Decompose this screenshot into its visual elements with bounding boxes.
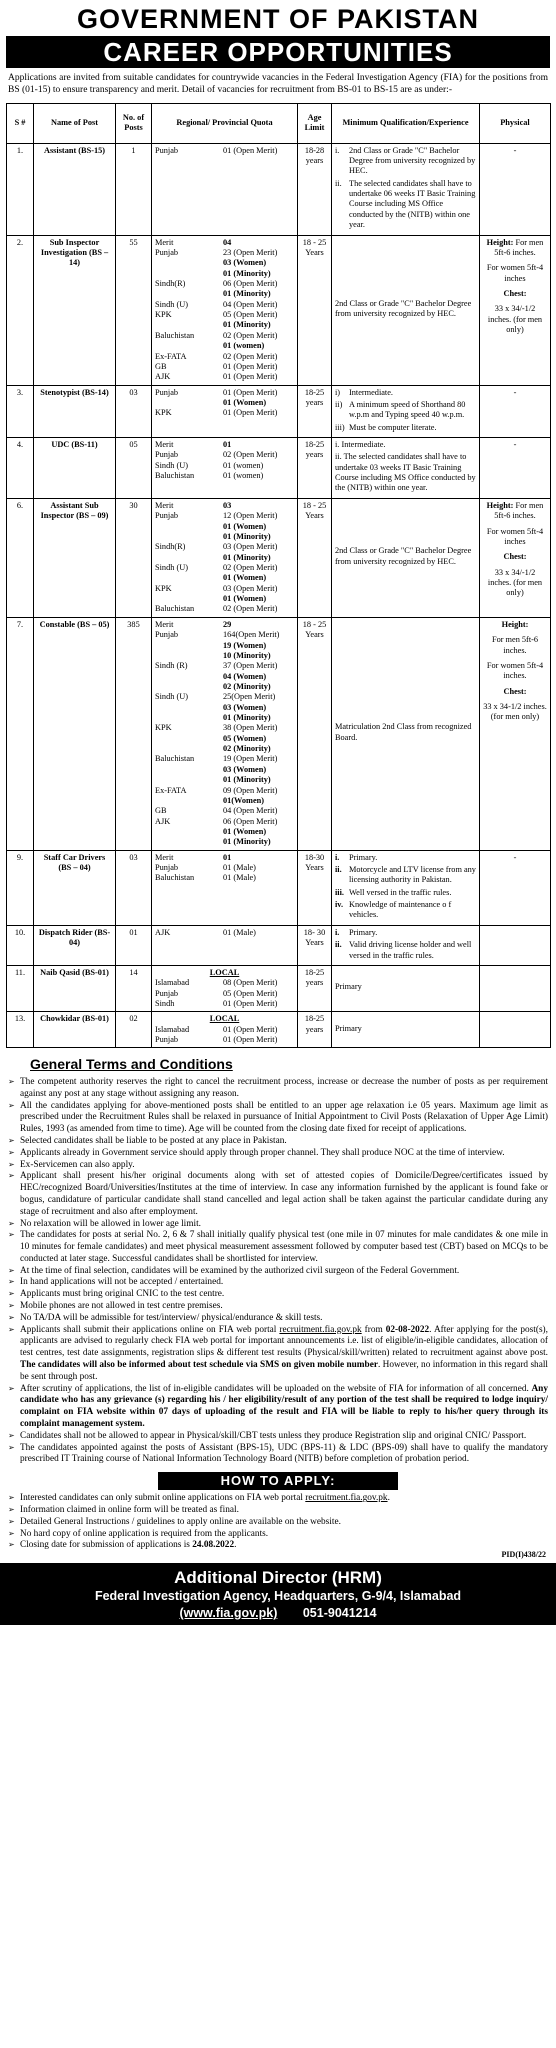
- table-row: [7, 965, 551, 1011]
- quota-allocation: 01 (Minority): [223, 268, 271, 278]
- quota-region: Islamabad: [155, 978, 190, 988]
- quota-cell: [152, 617, 298, 850]
- physical-requirement: For men 5ft-6 inches.: [491, 635, 539, 655]
- quota-allocation: 03 (Women): [223, 764, 267, 774]
- qualification-item: Primary: [335, 1023, 362, 1033]
- quota-allocation: 02 (Open Merit): [223, 330, 278, 340]
- quota-allocation: 05 (Open Merit): [223, 310, 278, 320]
- quota-region: Sindh (U): [155, 692, 188, 702]
- physical-cell: [480, 385, 551, 437]
- qualification-item: 2nd Class or Grade "C" Bachelor Degree from university recognized by HEC.: [335, 298, 472, 319]
- qualification-item: ii. Motorcycle and LTV license from any licensing authority in Pakistan.: [335, 865, 476, 885]
- quota-allocation: 05 (Open Merit): [223, 988, 278, 998]
- closing-date: 24.08.2022: [192, 1540, 235, 1551]
- table-row: [7, 925, 551, 965]
- column-header: Minimum Qualification/Experience: [332, 103, 480, 143]
- quota-allocation: 01 (Minority): [223, 320, 271, 330]
- physical-cell: [480, 498, 551, 617]
- quota-region: GB: [155, 361, 167, 371]
- quota-region: [155, 573, 221, 583]
- quota-allocation: 01 (Open Merit): [223, 408, 278, 418]
- quota-region: Punjab: [155, 630, 179, 640]
- advertisement-page: [0, 2, 556, 2048]
- intro-paragraph: Applications are invited from suitable candidates for countrywide vacancies in the Federal Investigation Agency (FIA) for the positions from BS (01-15) to ensure transparency and merit. Detail of vacancies for recruitment from BS-01 to BS-15 are as under:-: [8, 73, 548, 96]
- post-name: Sub Inspector Investigation (BS – 14): [34, 235, 116, 385]
- quota-allocation: 03 (Women): [223, 702, 267, 712]
- quota-cell: [152, 498, 298, 617]
- apply-portal-link[interactable]: recruitment.fia.gov.pk: [305, 1493, 388, 1504]
- vacancy-table: [6, 103, 551, 1049]
- quota-region: [155, 341, 221, 351]
- quota-region: Merit: [155, 500, 174, 510]
- list-item: ➢ All the candidates applying for above-mentioned posts shall be entitled to an upper age relaxation i.e 05 years. Maximum age limit as prescribed under the Recruitment Rules shall be relaxed in pursuance of Initial Appointment to Civil Posts (Relaxation of Upper Age Limit) Rules, 1993 (as amended from time to time). Age will be counted from the closing date fixed for receipt of applications.: [8, 1101, 548, 1136]
- quota-allocation: 01 (Male): [223, 863, 256, 873]
- age-limit: 18-30 Years: [298, 850, 332, 925]
- list-item: ➢ After scrutiny of applications, the list of in-eligible candidates will be uploaded on the website of FIA for information of all concerned. Any candidate who has any grievance (s) regarding his / her eligibility/result of any portion of the test shall be required to lodge inquiry/ complaint on FIA website within 07 days of uploading of the result and FIA will be liable to reply to his/her query through its complaint management system.: [8, 1384, 548, 1431]
- quota-cell: [152, 438, 298, 499]
- how-to-apply-title: HOW TO APPLY:: [158, 1472, 398, 1490]
- quota-allocation: 01: [223, 440, 232, 450]
- post-count: 30: [116, 498, 152, 617]
- age-limit: 18- 30 Years: [298, 925, 332, 965]
- age-limit: 18 - 25 Years: [298, 235, 332, 385]
- quota-region: Punjab: [155, 863, 179, 873]
- quota-allocation: 01 (Open Merit): [223, 999, 278, 1008]
- physical-requirement: For women 5ft-4 inches.: [486, 660, 544, 681]
- post-name: Constable (BS – 05): [34, 617, 116, 850]
- list-item: ➢ The competent authority reserves the right to cancel the recruitment process, increase or decrease the number of posts as per requirement against any post at any stage without assigning any reason.: [8, 1077, 548, 1101]
- quota-region: Punjab: [155, 450, 179, 460]
- quota-allocation: 02 (Open Merit): [223, 351, 278, 361]
- quota-region: Punjab: [155, 145, 179, 155]
- quota-region: Punjab: [155, 1035, 179, 1045]
- quota-allocation: 19 (Women): [223, 640, 267, 650]
- quota-region: Baluchistan: [155, 754, 195, 764]
- website-link[interactable]: (www.fia.gov.pk): [179, 1606, 278, 1621]
- quota-region: Baluchistan: [155, 604, 195, 614]
- quota-region: [155, 744, 221, 754]
- list-item: ➢ Candidates shall not be allowed to appear in Physical/skill/CBT tests unless they produce Registration slip and original CNIC/ Passport.: [8, 1431, 548, 1443]
- serial-number: 10.: [7, 925, 34, 965]
- quota-region: AJK: [155, 927, 171, 937]
- quota-allocation: 03 (Open Merit): [223, 542, 278, 552]
- quota-allocation: 04 (Open Merit): [223, 299, 278, 309]
- physical-cell: [480, 1012, 551, 1048]
- quota-region: Merit: [155, 237, 174, 247]
- list-item: ➢ The candidates for posts at serial No. 2, 6 & 7 shall initially qualify physical test (one mile in 07 minutes for male candidates & one mile in 10 minutes for female candidates) and meet physical measurement assessment followed by computer based test (CBT) based on MCQs to be conducted at later stage. Successful candidates shall be shortlisted for interview.: [8, 1230, 548, 1265]
- physical-requirement: 33 x 34-1/2 inches. (for men only): [483, 701, 547, 722]
- physical-requirement: -: [513, 440, 517, 450]
- list-item: ➢ Mobile phones are not allowed in test centre premises.: [8, 1301, 548, 1313]
- quota-region: Merit: [155, 440, 174, 450]
- post-count: 55: [116, 235, 152, 385]
- physical-requirement: Chest:: [503, 686, 527, 696]
- post-count: 02: [116, 1012, 152, 1048]
- list-item: ➢ In hand applications will not be accepted / entertained.: [8, 1277, 548, 1289]
- column-header: Regional/ Provincial Quota: [152, 103, 298, 143]
- post-name: Staff Car Drivers (BS – 04): [34, 850, 116, 925]
- post-name: Naib Qasid (BS-01): [34, 965, 116, 1011]
- quota-region: KPK: [155, 408, 172, 418]
- list-item: ➢ No relaxation will be allowed in lower age limit.: [8, 1219, 548, 1231]
- physical-requirement: -: [513, 852, 517, 862]
- column-header: Name of Post: [34, 103, 116, 143]
- quota-region: Punjab: [155, 247, 179, 257]
- physical-requirement: -: [513, 387, 517, 397]
- quota-region: [155, 827, 221, 837]
- qualification-item: ii. Valid driving license holder and well versed in the traffic rules.: [335, 940, 472, 960]
- quota-cell: [152, 1012, 298, 1048]
- quota-region: Merit: [155, 619, 174, 629]
- post-count: 14: [116, 965, 152, 1011]
- physical-requirement: 33 x 34/-1/2 inches. (for men only): [487, 567, 543, 598]
- table-row: [7, 143, 551, 235]
- quota-allocation: 03: [223, 500, 232, 510]
- quota-allocation: 23 (Open Merit): [223, 247, 278, 257]
- serial-number: 4.: [7, 438, 34, 499]
- serial-number: 13.: [7, 1012, 34, 1048]
- age-limit: 18-28 years: [298, 143, 332, 235]
- quota-region: Punjab: [155, 511, 179, 521]
- post-count: 05: [116, 438, 152, 499]
- serial-number: 11.: [7, 965, 34, 1011]
- quota-allocation: 29: [223, 619, 232, 629]
- physical-requirement: Chest:: [503, 289, 527, 298]
- physical-cell: [480, 143, 551, 235]
- quota-region: [155, 522, 221, 532]
- quota-allocation: 25(Open Merit): [223, 692, 276, 702]
- table-body: [7, 143, 551, 1048]
- quota-allocation: 01 (Open Merit): [223, 387, 278, 397]
- post-name: Dispatch Rider (BS-04): [34, 925, 116, 965]
- qualification-item: Primary: [335, 982, 362, 992]
- quota-region: [155, 672, 221, 682]
- quota-region: Punjab: [155, 387, 179, 397]
- quota-region: Ex-FATA: [155, 351, 187, 361]
- post-count: 1: [116, 143, 152, 235]
- qualification-cell: [332, 235, 480, 385]
- qualification-cell: [332, 850, 480, 925]
- age-limit: 18-25 years: [298, 965, 332, 1011]
- column-header: Age Limit: [298, 103, 332, 143]
- column-header: No. of Posts: [116, 103, 152, 143]
- quota-region: Sindh: [155, 999, 175, 1008]
- quota-allocation: 01(Women): [223, 795, 265, 805]
- quota-allocation: 02 (Minority): [223, 681, 271, 691]
- quota-region: Sindh (U): [155, 460, 188, 470]
- quota-allocation: 01 (Male): [223, 873, 256, 883]
- quota-region: Sindh(R): [155, 279, 186, 288]
- page-title: GOVERNMENT OF PAKISTAN: [76, 4, 479, 34]
- table-row: [7, 1012, 551, 1048]
- physical-requirement: -: [513, 145, 517, 155]
- quota-region: AJK: [155, 816, 171, 826]
- quota-region: Sindh (R): [155, 661, 188, 671]
- quota-allocation: 01: [223, 852, 232, 862]
- list-item: ➢ Information claimed in online form will be treated as final.: [8, 1505, 548, 1517]
- quota-allocation: 01 (Open Merit): [223, 361, 278, 371]
- qualification-item: iv. Knowledge of maintenance o f vehicles.: [335, 900, 452, 920]
- quota-allocation: 06 (Open Merit): [223, 279, 278, 288]
- column-header: S #: [7, 103, 34, 143]
- qualification-cell: [332, 143, 480, 235]
- quota-allocation: 01 (Minority): [223, 289, 271, 299]
- quota-cell: [152, 143, 298, 235]
- quota-allocation: 01 (Minority): [223, 837, 271, 847]
- quota-allocation: 04 (Women): [223, 671, 267, 681]
- list-item: ➢ Interested candidates can only submit online applications on FIA web portal recruitment.fia.gov.pk.: [8, 1493, 548, 1505]
- table-row: [7, 617, 551, 850]
- phone-number: 051-9041214: [302, 1606, 377, 1621]
- physical-cell: [480, 235, 551, 385]
- quota-allocation: 12 (Open Merit): [223, 511, 278, 521]
- table-row: [7, 498, 551, 617]
- serial-number: 2.: [7, 235, 34, 385]
- quota-region: Merit: [155, 852, 174, 862]
- quota-region: [155, 796, 221, 806]
- quota-region: [155, 734, 221, 744]
- qualification-cell: [332, 498, 480, 617]
- quota-region: [155, 765, 221, 775]
- quota-region: KPK: [155, 583, 172, 593]
- qualification-item: i. Primary.: [335, 852, 378, 862]
- qualification-item: iii) Must be computer literate.: [335, 422, 437, 432]
- list-item: ➢ At the time of final selection, candidates will be examined by the authorized civil surgeon of the Federal Government.: [8, 1266, 548, 1278]
- quota-region: [155, 269, 221, 279]
- quota-region: [155, 651, 221, 661]
- qualification-item: i. 2nd Class or Grade "C" Bachelor Degree from university recognized by HEC.: [335, 145, 476, 176]
- quota-region: Sindh (U): [155, 299, 188, 309]
- quota-allocation: 02 (Open Merit): [223, 604, 278, 614]
- quota-allocation: 05 (Women): [223, 733, 267, 743]
- quota-allocation: 02 (Open Merit): [223, 562, 278, 572]
- quota-cell: [152, 385, 298, 437]
- qualification-item: Matriculation 2nd Class from recognized Board.: [335, 722, 472, 742]
- quota-allocation: 01 (women): [223, 460, 264, 470]
- serial-number: 1.: [7, 143, 34, 235]
- list-item: ➢ The candidates appointed against the posts of Assistant (BPS-15), UDC (BPS-11) & LDC (BPS-09) shall have to qualify the mandatory prescribed IT Training course of National Information Technology Board (NITB) before completion of probation period.: [8, 1443, 548, 1467]
- physical-requirement: For women 5ft-4 inches: [486, 263, 544, 283]
- table-row: [7, 850, 551, 925]
- physical-cell: [480, 438, 551, 499]
- quota-region: Baluchistan: [155, 330, 195, 340]
- quota-region: [155, 320, 221, 330]
- quota-allocation: 01 (Open Merit): [223, 1035, 278, 1045]
- quota-allocation: 06 (Open Merit): [223, 816, 278, 826]
- quota-region: KPK: [155, 310, 172, 320]
- age-limit: 18-25 years: [298, 1012, 332, 1048]
- footer-banner: [0, 1563, 556, 1625]
- age-limit: 18-25 years: [298, 438, 332, 499]
- quota-heading: LOCAL: [209, 1014, 240, 1024]
- how-to-apply-list: [8, 1493, 548, 1552]
- quota-region: [155, 398, 221, 408]
- list-item: ➢ Selected candidates shall be liable to be posted at any place in Pakistan.: [8, 1136, 548, 1148]
- quota-region: [155, 258, 221, 268]
- terms-title: General Terms and Conditions: [30, 1056, 233, 1073]
- physical-cell: [480, 617, 551, 850]
- table-header-row: [7, 103, 551, 143]
- post-count: 03: [116, 850, 152, 925]
- post-name: Stenotypist (BS-14): [34, 385, 116, 437]
- quota-allocation: 01 (Open Merit): [223, 1024, 278, 1034]
- post-count: 01: [116, 925, 152, 965]
- quota-allocation: 01 (Minority): [223, 713, 271, 723]
- quota-allocation: 19 (Open Merit): [223, 754, 278, 764]
- physical-requirement: For women 5ft-4 inches: [486, 526, 544, 546]
- list-item: ➢ No TA/DA will be admissible for test/interview/ physical/endurance & skill tests.: [8, 1313, 548, 1325]
- physical-cell: [480, 925, 551, 965]
- qualification-item: ii) A minimum speed of Shorthand 80 w.p.m and Typing speed 40 w.p.m.: [335, 399, 466, 420]
- qualification-cell: [332, 438, 480, 499]
- column-header: Physical: [480, 103, 551, 143]
- quota-allocation: 01 (women): [223, 471, 264, 481]
- quota-region: GB: [155, 806, 167, 816]
- quota-allocation: 01 (Male): [223, 927, 256, 937]
- quota-allocation: 01 (women): [223, 341, 265, 351]
- page-subtitle: CAREER OPPORTUNITIES: [6, 36, 550, 68]
- quota-allocation: 01 (Open Merit): [223, 372, 278, 382]
- post-count: 03: [116, 385, 152, 437]
- qualification-cell: [332, 965, 480, 1011]
- quota-allocation: 01 (Women): [223, 594, 267, 604]
- quota-allocation: 01 (Women): [223, 521, 267, 531]
- qualification-item: ii. The selected candidates shall have to undertake 06 weeks IT Basic Training Course including MS Office conducted by the (NITB) within one year.: [335, 178, 476, 230]
- portal-link[interactable]: recruitment.fia.gov.pk: [279, 1324, 362, 1335]
- quota-allocation: 09 (Open Merit): [223, 785, 278, 795]
- quota-region: [155, 289, 221, 299]
- serial-number: 6.: [7, 498, 34, 617]
- list-item: ➢ Ex-Servicemen can also apply.: [8, 1160, 548, 1172]
- quota-allocation: 01 (Minority): [223, 775, 271, 785]
- quota-allocation: 01 (Women): [223, 826, 267, 836]
- post-name: Assistant (BS-15): [34, 143, 116, 235]
- qualification-item: 2nd Class or Grade "C" Bachelor Degree from university recognized by HEC.: [335, 546, 472, 566]
- table-row: [7, 438, 551, 499]
- quota-allocation: 08 (Open Merit): [223, 978, 278, 988]
- quota-region: Islamabad: [155, 1024, 190, 1034]
- quota-region: [155, 837, 221, 847]
- quota-cell: [152, 235, 298, 385]
- post-name: Chowkidar (BS-01): [34, 1012, 116, 1048]
- quota-region: Sindh(R): [155, 542, 186, 552]
- quota-region: [155, 553, 221, 563]
- footer-address: Federal Investigation Agency, Headquarters, G-9/4, Islamabad: [94, 1589, 462, 1604]
- quota-region: [155, 641, 221, 651]
- quota-allocation: 01 (Women): [223, 397, 267, 407]
- list-item: ➢ Detailed General Instructions / guidelines to apply online are available on the website.: [8, 1517, 548, 1529]
- quota-allocation: 02 (Minority): [223, 744, 271, 754]
- qualification-item: i) Intermediate.: [335, 387, 393, 397]
- serial-number: 7.: [7, 617, 34, 850]
- quota-region: Baluchistan: [155, 873, 195, 883]
- quota-region: [155, 682, 221, 692]
- table-row: [7, 235, 551, 385]
- list-item: ➢ Applicants already in Government service should apply through proper channel. They shall produce NOC at the time of interview.: [8, 1148, 548, 1160]
- physical-requirement: Chest:: [503, 552, 527, 562]
- quota-allocation: 37 (Open Merit): [223, 661, 278, 671]
- quota-allocation: 02 (Open Merit): [223, 450, 278, 460]
- age-limit: 18-25 years: [298, 385, 332, 437]
- quota-cell: [152, 925, 298, 965]
- quota-region: [155, 594, 221, 604]
- list-item: ➢ Applicant shall present his/her original documents along with set of attested copies of Domicile/Degree/certificates issued by HEC/recognized Board/Universities/Institutes at the time of interview. In case any information furnished by the applicant is found fake or bogus, candidature of particular candidate shall stand cancelled and legal action shall be taken against the particular candidate during any stage of recruitment and also after employment.: [8, 1171, 548, 1218]
- pid-number: PID(I)438/22: [501, 1550, 546, 1560]
- post-name: UDC (BS-11): [34, 438, 116, 499]
- post-name: Assistant Sub Inspector (BS – 09): [34, 498, 116, 617]
- quota-region: [155, 532, 221, 542]
- quota-allocation: 01 (Open Merit): [223, 145, 278, 155]
- qualification-cell: [332, 1012, 480, 1048]
- list-item: ➢ Closing date for submission of applications is 24.08.2022.: [8, 1540, 548, 1552]
- quota-heading: LOCAL: [209, 967, 240, 977]
- terms-list: [8, 1077, 548, 1466]
- list-item: ➢ Applicants must bring original CNIC to the test centre.: [8, 1289, 548, 1301]
- list-item: ➢ Applicants shall submit their applications online on FIA web portal recruitment.fia.gov.pk from 02-08-2022. After applying for the post(s), applicants are advised to regularly check FIA web portal for important announcements i.e. list of eligible/in-eligible candidates, allocation of test centres, test date assignments, registration slips & different test results (Physical/skill/written) related to recruitment against above post. The candidates will also be informed about test schedule via SMS on given mobile number. However, no information in this regard shall be sent through post.: [8, 1325, 548, 1384]
- quota-region: [155, 713, 221, 723]
- qualification-item: iii. Well versed in the traffic rules.: [335, 887, 452, 897]
- quota-allocation: 01 (Women): [223, 573, 267, 583]
- quota-allocation: 04: [223, 237, 232, 247]
- quota-region: Baluchistan: [155, 471, 195, 481]
- physical-requirement: Height:: [501, 619, 529, 629]
- quota-region: [155, 775, 221, 785]
- quota-allocation: 03 (Open Merit): [223, 583, 278, 593]
- qualification-cell: [332, 617, 480, 850]
- quota-cell: [152, 965, 298, 1011]
- physical-cell: [480, 965, 551, 1011]
- qualification-item: i. Intermediate.: [335, 440, 386, 450]
- physical-requirement: 33 x 34/-1/2 inches. (for men only): [487, 304, 543, 335]
- post-count: 385: [116, 617, 152, 850]
- footer-title: Additional Director (HRM): [174, 1568, 382, 1588]
- quota-region: Punjab: [155, 988, 179, 998]
- quota-allocation: 01 (Minority): [223, 552, 271, 562]
- serial-number: 9.: [7, 850, 34, 925]
- footer-contact: [0, 1605, 556, 1622]
- physical-requirement: Height: For men 5ft-6 inches.: [486, 500, 544, 521]
- age-limit: 18 - 25 Years: [298, 498, 332, 617]
- quota-allocation: 04 (Open Merit): [223, 806, 278, 816]
- age-limit: 18 - 25 Years: [298, 617, 332, 850]
- quota-region: Ex-FATA: [155, 785, 187, 795]
- physical-cell: [480, 850, 551, 925]
- quota-allocation: 164(Open Merit): [223, 630, 280, 640]
- quota-region: [155, 703, 221, 713]
- quota-allocation: 01 (Minority): [223, 531, 271, 541]
- quota-allocation: 38 (Open Merit): [223, 723, 278, 733]
- quota-allocation: 10 (Minority): [223, 650, 271, 660]
- quota-region: AJK: [155, 372, 171, 382]
- list-item: ➢ No hard copy of online application is required from the applicants.: [8, 1529, 548, 1541]
- quota-region: Sindh (U): [155, 562, 188, 572]
- qualification-item: ii. The selected candidates shall have to undertake 03 weeks IT Basic Training Course including MS Office conducted by the (NITB) within one year.: [335, 452, 476, 493]
- physical-requirement: Height: For men 5ft-6 inches.: [486, 237, 544, 257]
- quota-allocation: 03 (Women): [223, 258, 267, 268]
- quota-cell: [152, 850, 298, 925]
- table-row: [7, 385, 551, 437]
- quota-region: KPK: [155, 723, 172, 733]
- serial-number: 3.: [7, 385, 34, 437]
- qualification-cell: [332, 385, 480, 437]
- qualification-cell: [332, 925, 480, 965]
- qualification-item: i. Primary.: [335, 927, 378, 937]
